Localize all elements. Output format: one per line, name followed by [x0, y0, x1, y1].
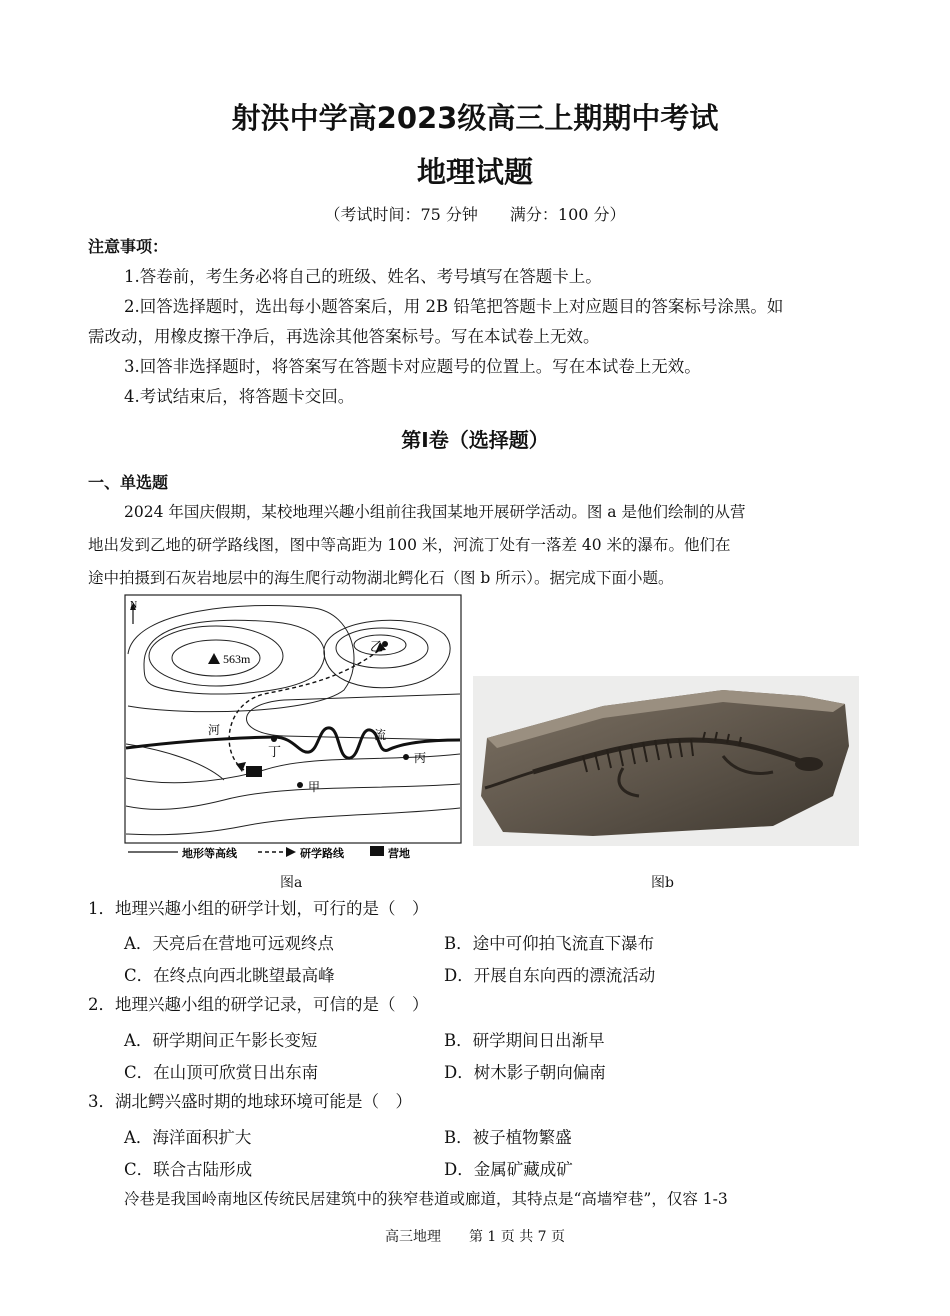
point-jia [297, 782, 303, 788]
next-passage-line: 冷巷是我国岭南地区传统民居建筑中的狭窄巷道或廊道，其特点是“高墙窄巷”，仅容 1-3 [124, 1190, 728, 1208]
q1-option-c: C．在终点向西北眺望最高峰 [124, 966, 335, 985]
passage-line-3: 途中拍摄到石灰岩地层中的海生爬行动物湖北鳄化石（图 b 所示）。据完成下面小题。 [88, 569, 674, 587]
fossil-skull [795, 757, 823, 771]
label-liu: 流 [374, 728, 387, 742]
q2-option-a: A．研学期间正午影长变短 [124, 1031, 318, 1050]
exam-info: （考试时间：75 分钟 满分：100 分） [324, 205, 626, 224]
camp-marker [246, 766, 262, 777]
legend-camp-marker [370, 846, 384, 856]
part-title: 第Ⅰ卷（选择题） [401, 428, 549, 452]
q3-option-a: A．海洋面积扩大 [124, 1128, 252, 1147]
north-label: N [130, 600, 138, 611]
note-2-cont: 需改动，用橡皮擦干净后，再选涂其他答案标号。写在本试卷上无效。 [88, 327, 600, 346]
label-jia: 甲 [308, 780, 321, 794]
note-4: 4.考试结束后，将答题卡交回。 [124, 387, 355, 406]
point-ding [271, 736, 277, 742]
question-2-stem: 2．地理兴趣小组的研学记录，可信的是（ ） [88, 995, 429, 1014]
q3-option-d: D．金属矿藏成矿 [444, 1160, 573, 1179]
label-yi: 乙 [370, 640, 384, 655]
legend-camp-label: 营地 [388, 847, 410, 860]
passage-line-1: 2024 年国庆假期，某校地理兴趣小组前往我国某地开展研学活动。图 a 是他们绘制的从营 [124, 503, 746, 521]
question-1-stem: 1．地理兴趣小组的研学计划，可行的是（ ） [88, 899, 429, 918]
figure-b-caption: 图b [651, 875, 674, 891]
q1-option-d: D．开展自东向西的漂流活动 [444, 966, 656, 985]
q2-option-d: D．树木影子朝向偏南 [444, 1063, 606, 1082]
q3-option-b: B．被子植物繁盛 [444, 1128, 572, 1147]
q1-option-b: B．途中可仰拍飞流直下瀑布 [444, 934, 655, 953]
q3-option-c: C．联合古陆形成 [124, 1160, 253, 1179]
exam-subject: 地理试题 [416, 155, 533, 189]
peak-label: 563m [223, 652, 251, 666]
note-2: 2.回答选择题时，选出每小题答案后，用 2B 铅笔把答题卡上对应题目的答案标号涂黑。如 [124, 297, 784, 316]
exam-title: 射洪中学高2023级高三上期期中考试 [231, 101, 719, 135]
q2-option-b: B．研学期间日出渐早 [444, 1031, 605, 1050]
note-3: 3.回答非选择题时，将答案写在答题卡对应题号的位置上。写在本试卷上无效。 [124, 357, 701, 376]
q2-option-c: C．在山顶可欣赏日出东南 [124, 1063, 319, 1082]
question-3-stem: 3．湖北鳄兴盛时期的地球环境可能是（ ） [88, 1092, 412, 1111]
legend-route-label: 研学路线 [300, 847, 344, 860]
label-ding: 丁 [268, 745, 282, 760]
point-bing [403, 754, 409, 760]
figure-b-fossil-photo [473, 676, 859, 846]
page-footer: 高三地理 第 1 页 共 7 页 [384, 1229, 566, 1245]
figure-a-map [124, 594, 464, 866]
legend-route-arrow [286, 847, 296, 857]
notes-heading: 注意事项： [88, 237, 169, 256]
passage-line-2: 地出发到乙地的研学路线图，图中等高距为 100 米，河流丁处有一落差 40 米的瀑布。他们在 [88, 536, 731, 554]
q1-option-a: A．天亮后在营地可远观终点 [124, 934, 334, 953]
label-bing: 丙 [414, 751, 427, 765]
legend-contour-label: 地形等高线 [182, 847, 237, 860]
figure-a-caption: 图a [280, 875, 303, 891]
label-he: 河 [208, 723, 221, 737]
section-title: 一、单选题 [88, 473, 169, 492]
note-1: 1.答卷前，考生务必将自己的班级、姓名、考号填写在答题卡上。 [124, 267, 602, 286]
